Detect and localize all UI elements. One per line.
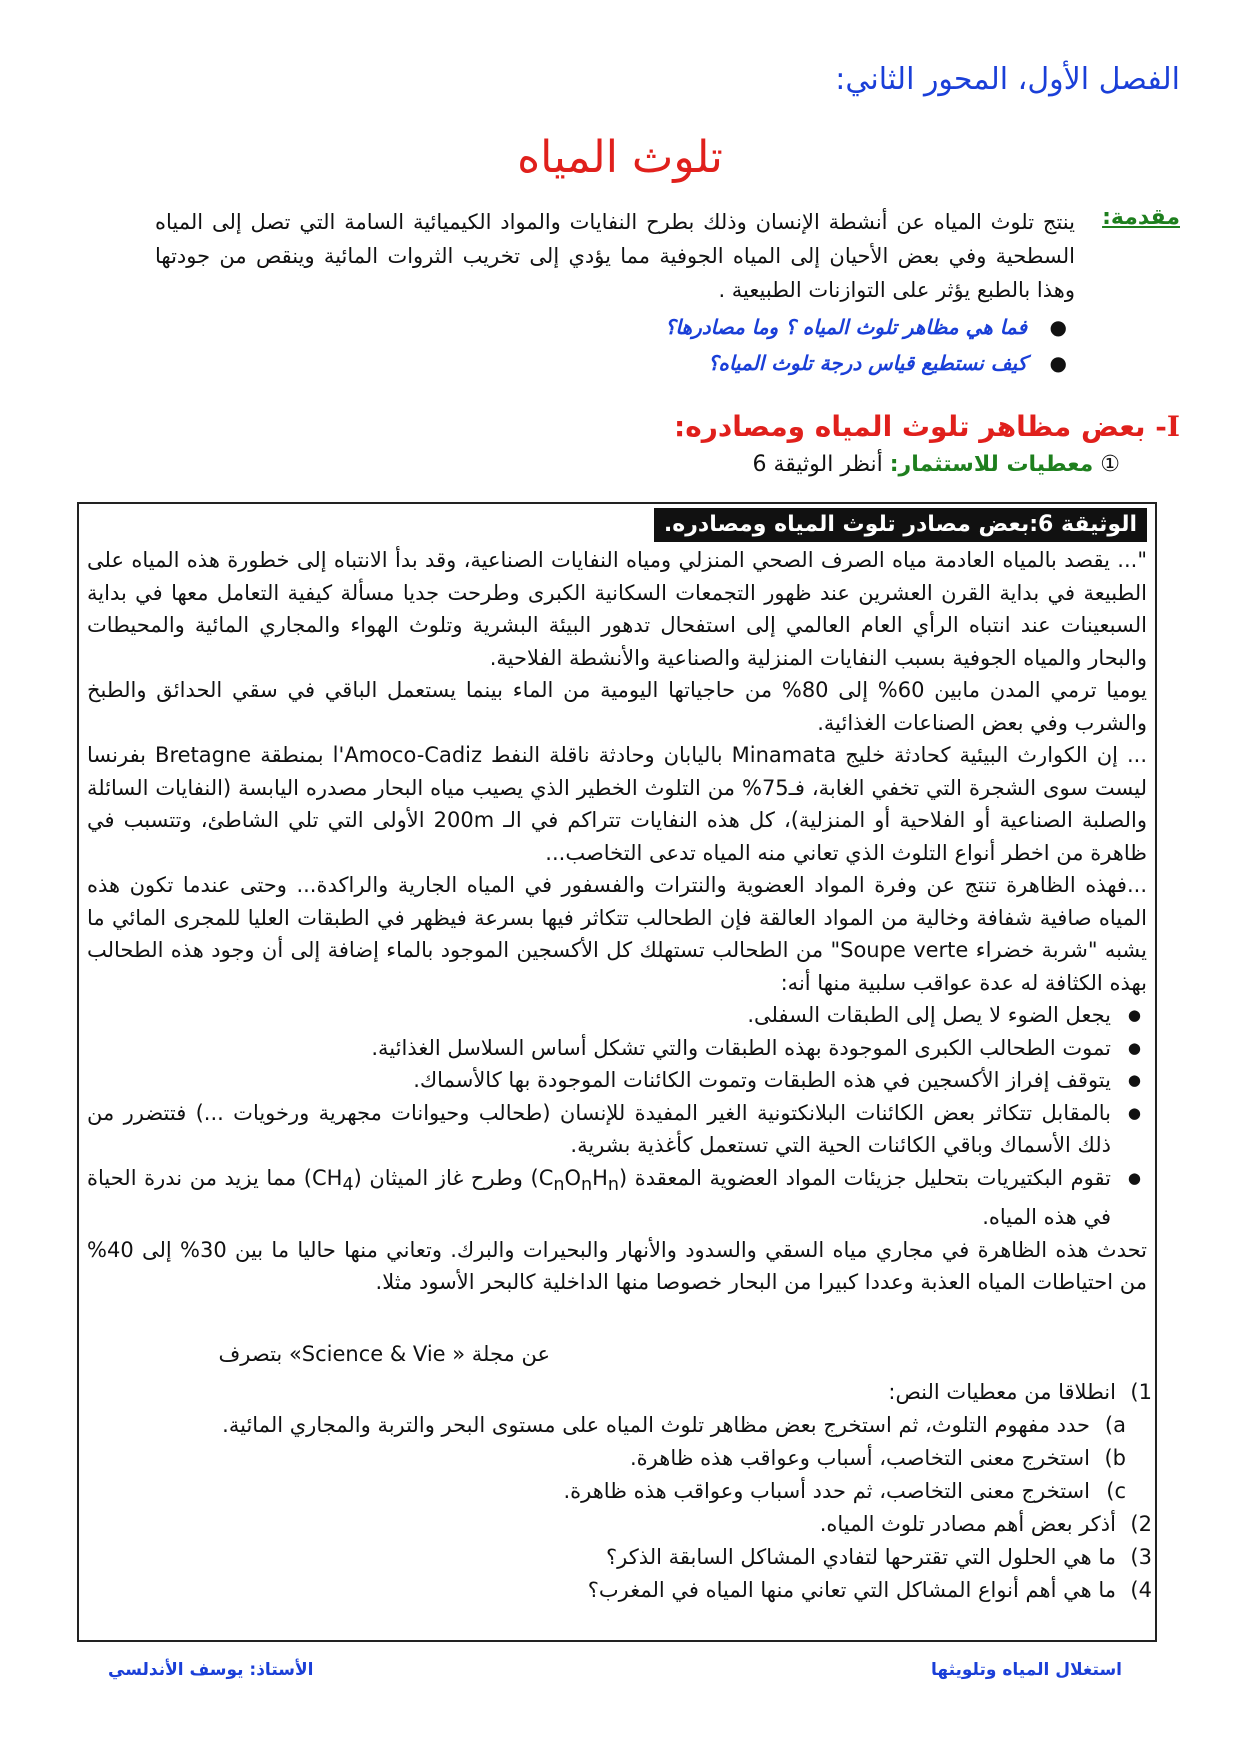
document-paragraph: ...فهذه الظاهرة تنتج عن وفرة المواد العضوية والنترات والفسفور في المياه الجارية والراكدة... وحتى عندما تكون هذه المياه صافية شفافة وخالية من المواد العالقة فإن الطحالب تتكاثر فيها بسرعة فيظهر في الطبقات العليا للمجرى المائي ما يشبه "شربة خضراء Soupe verte" من الطحالب تستهلك كل الأكسجين الموجود بالماء إضافة إلى أن وجود هذه الطحالب بهذه الكثافة له عدة عواقب سلبية منها أنه: xyxy=(87,873,1147,995)
question-item xyxy=(102,1574,1152,1607)
question-text: أذكر بعض أهم مصادر تلوث المياه. xyxy=(819,1512,1116,1536)
question-item xyxy=(102,1376,1152,1409)
document-body xyxy=(87,544,1147,1299)
document-paragraph: ... إن الكوارث البيئية كحادثة خليج Minamata باليابان وحادثة ناقلة النفط l'Amoco-Cadiz بمنطقة Bretagne بفرنسا ليست سوى الشجرة التي تخفي الغابة، فـ75% من التلوث الخطير الذي يصيب مياه البحار مصدره اليابسة (النفايات السائلة والصلبة الصناعية أو الفلاحية أو المنزلية)، كل هذه النفايات تتراكم في الـ 200m الأولى التي تلي الشاطئ، وتتسبب في ظاهرة من اخطر أنواع التلوث الذي تعاني منه المياه تدعى التخاصب... xyxy=(87,743,1148,865)
intro-question-text: كيف نستطيع قياس درجة تلوث المياه؟ xyxy=(707,351,1027,375)
question-number: 1) xyxy=(1130,1380,1152,1404)
sub-question-text: استخرج معنى التخاصب، أسباب وعواقب هذه ظاهرة. xyxy=(630,1446,1090,1470)
sub-question-item xyxy=(102,1442,1152,1475)
section-title: بعض مظاهر تلوث المياه ومصادره: xyxy=(674,410,1146,443)
document-heading: الوثيقة 6:بعض مصادر تلوث المياه ومصادره. xyxy=(654,508,1147,542)
question-text: انطلاقا من معطيات النص: xyxy=(888,1380,1116,1404)
subsection-heading xyxy=(752,452,1120,477)
document-paragraph: تحدث هذه الظاهرة في مجاري مياه السقي والسدود والأنهار والبحيرات والبرك. وتعاني منها حاليا ما بين 30% إلى 40% من احتياطات المياه العذبة وعددا كبيرا من البحار خصوصا منها الداخلية كالبحر الأسود مثلا. xyxy=(87,1237,1148,1295)
sub-question-text: حدد مفهوم التلوث، ثم استخرج بعض مظاهر تلوث المياه على مستوى البحر والتربة والمجاري المائية. xyxy=(222,1413,1090,1437)
sub-question-letter: c) xyxy=(1106,1479,1126,1503)
list-item: ● تموت الطحالب الكبرى الموجودة بهذه الطبقات والتي تشكل أساس السلاسل الغذائية. xyxy=(87,1032,1147,1065)
list-item: ● تقوم البكتيريات بتحليل جزيئات المواد العضوية المعقدة $(C_nO_nH_n)$ وطرح غاز الميثان $(CH_4)$ مما يزيد من ندرة الحياة في هذه المياه. xyxy=(87,1162,1147,1234)
intro-question-text: فما هي مظاهر تلوث المياه ؟ وما مصادرها؟ xyxy=(664,315,1027,339)
consequences-list xyxy=(87,999,1147,1234)
question-number: 3) xyxy=(1130,1545,1152,1569)
sub-question-text: استخرج معنى التخاصب، ثم حدد أسباب وعواقب هذه ظاهرة. xyxy=(563,1479,1090,1503)
sub-question-item xyxy=(102,1409,1152,1442)
document-source: عن مجلة « Science & Vie» بتصرف xyxy=(218,1342,550,1366)
bullet-icon: ● xyxy=(1049,315,1067,339)
question-item xyxy=(102,1541,1152,1574)
question-item xyxy=(102,1508,1152,1541)
sub-question-letter: b) xyxy=(1104,1446,1126,1470)
section-heading xyxy=(674,410,1180,443)
sub-question-item xyxy=(102,1475,1152,1508)
subsection-label: معطيات للاستثمار: xyxy=(889,452,1094,477)
bullet-icon: ● xyxy=(1049,351,1067,375)
chapter-heading: الفصل الأول، المحور الثاني: xyxy=(835,62,1180,97)
page-title: تلوث المياه xyxy=(517,132,723,183)
subsection-text: أنظر الوثيقة 6 xyxy=(752,452,883,477)
question-number: 4) xyxy=(1130,1578,1152,1602)
question-number: 2) xyxy=(1130,1512,1152,1536)
questions-block xyxy=(102,1376,1152,1607)
section-number: I- xyxy=(1155,410,1180,443)
intro-questions xyxy=(155,309,1075,381)
question-text: ما هي أهم أنواع المشاكل التي تعاني منها المياه في المغرب؟ xyxy=(587,1578,1116,1602)
footer-teacher: الأستاذ: يوسف الأندلسي xyxy=(108,1660,314,1680)
document-paragraph: يوميا ترمي المدن مابين 60% إلى 80% من حاجياتها اليومية من الماء بينما يستعمل الباقي في سقي الحدائق والطبخ والشرب وفي بعض الصناعات الغذائية. xyxy=(87,678,1147,735)
intro-text: ينتج تلوث المياه عن أنشطة الإنسان وذلك بطرح النفايات والمواد الكيميائية السامة التي تصل إلى المياه السطحية وفي بعض الأحيان إلى المياه الجوفية مما يؤدي إلى تخريب الثروات المائية وينقص من جودتها وهذا بالطبع يؤثر على التوازنات الطبيعية . xyxy=(155,210,1075,302)
sub-question-letter: a) xyxy=(1104,1413,1126,1437)
intro-question xyxy=(155,309,1075,345)
list-item: ● يتوقف إفراز الأكسجين في هذه الطبقات وتموت الكائنات الموجودة بها كالأسماك. xyxy=(87,1064,1147,1097)
circled-number-icon: ① xyxy=(1100,452,1120,477)
document-paragraph: "... يقصد بالمياه العادمة مياه الصرف الصحي المنزلي ومياه النفايات الصناعية، وقد بدأ الانتباه إلى خطورة هذه المياه على الطبيعة في بداية القرن العشرين عند ظهور التجمعات السكانية الكبرى وطرحت جديا مسألة كيفية التعامل معها في بداية السبعينات عند انتباه الرأي العام العالمي إلى استفحال تدهور البيئة البشرية وتلوث الهواء والمجاري المائية والمحيطات والبحار والمياه الجوفية بسبب النفايات المنزلية والصناعية والأنشطة الفلاحية. xyxy=(87,548,1147,670)
intro-question xyxy=(155,345,1075,381)
list-item: ● بالمقابل تتكاثر بعض الكائنات البلانكتونية الغير المفيدة للإنسان (طحالب وحيوانات مجهرية ورخويات ...) فتتضرر من ذلك الأسماك وباقي الكائنات الحية التي تستعمل كأغذية بشرية. xyxy=(87,1097,1147,1162)
intro-label: مقدمة: xyxy=(1102,205,1180,230)
question-text: ما هي الحلول التي تقترحها لتفادي المشاكل السابقة الذكر؟ xyxy=(605,1545,1116,1569)
footer-unit-title: استغلال المياه وتلويثها xyxy=(930,1660,1122,1680)
list-item: ● يجعل الضوء لا يصل إلى الطبقات السفلى. xyxy=(87,999,1147,1032)
